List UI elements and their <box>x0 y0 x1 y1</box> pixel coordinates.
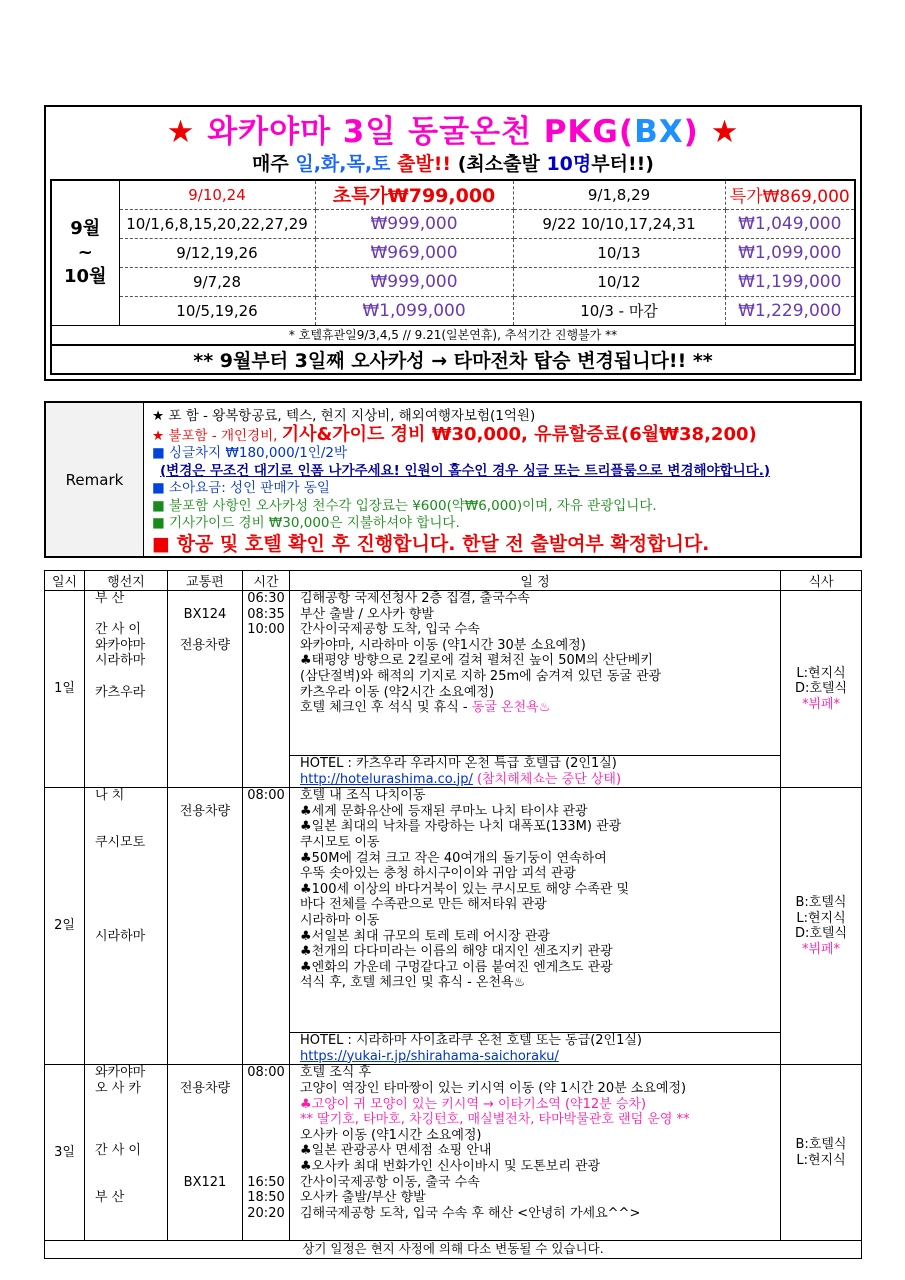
destination <box>95 669 167 685</box>
schedule-item: ♣일본 관광공사 면세점 쇼핑 안내 <box>300 1143 492 1159</box>
header-transport: 교통편 <box>168 571 243 591</box>
transport <box>168 1112 242 1128</box>
destination: 시라하마 <box>95 653 146 669</box>
destination: 간 사 이 <box>95 1143 141 1159</box>
meals-cell <box>781 788 862 1065</box>
departure-dates: 9/22 10/10,17,24,31 <box>513 209 725 238</box>
meal: *뷔페* <box>801 941 841 957</box>
transport: 전용차량 <box>179 1080 231 1096</box>
price-cell: 초특가₩799,000 <box>315 180 513 209</box>
time <box>243 1143 289 1159</box>
destination-cell <box>85 591 168 788</box>
transport <box>168 1159 242 1175</box>
destination: 카츠우라 <box>95 684 146 700</box>
schedule-item: 오사카 이동 (약1시간 소요예정) <box>300 1127 482 1143</box>
departure-dates: 10/1,6,8,15,20,22,27,29 <box>119 209 315 238</box>
transport: BX124 <box>183 606 227 622</box>
schedule-cell <box>290 1065 781 1241</box>
schedule-item: (삼단절벽)와 해적의 기지로 지하 25m에 숨겨져 있던 동굴 관광 <box>300 668 662 684</box>
hotel-note: (참치해체쇼는 중단 상태) <box>472 771 622 787</box>
meal: B:호텔식 <box>795 895 847 911</box>
time: 16:50 <box>247 1174 285 1190</box>
price-cell: ₩1,099,000 <box>315 296 513 325</box>
schedule-item: ♣엔화의 가운데 구멍같다고 이름 붙여진 엔게츠도 관광 <box>300 959 613 975</box>
time: 08:00 <box>247 788 285 804</box>
destination: 오 사 카 <box>95 1080 141 1096</box>
schedule-item: ♣일본 최대의 낙차를 자랑하는 나치 대폭포(133M) 관광 <box>300 819 622 835</box>
time <box>243 1112 289 1128</box>
price-row <box>51 209 855 238</box>
month-range: 9월 ~ 10월 <box>51 180 119 325</box>
meal: L:현지식 <box>796 1152 846 1168</box>
star-icon: ★ <box>710 114 740 150</box>
remark-label: Remark <box>46 403 144 556</box>
day-label: 1일 <box>45 591 85 788</box>
transport <box>168 622 242 638</box>
header-destination: 행선지 <box>85 571 168 591</box>
departure-info: 매주 일,화,목,토 출발!! (최소출발 10명부터!!) <box>252 153 654 175</box>
meal: *뷔페* <box>801 696 841 712</box>
schedule-item: ** 딸기호, 타마호, 차깅턴호, 매실별전차, 타마박물관호 랜덤 운영 ** <box>300 1112 690 1128</box>
single-note-line: (변경은 무조건 대기로 인폼 나가주세요! 인원이 홀수인 경우 싱글 또는 트리플룸으로 변경해야합니다.) <box>160 462 771 479</box>
destination <box>95 804 167 820</box>
price-row <box>51 180 855 209</box>
destination: 간 사 이 <box>95 622 141 638</box>
schedule-item: 고양이 역장인 타마짱이 있는 키시역 이동 (약 1시간 20분 소요예정) <box>300 1080 687 1096</box>
optional-fee-line: ■ 불포함 사항인 오사카성 천수각 입장료는 ¥600(약₩6,000)이며, 자유 관광입니다. <box>152 497 657 514</box>
child-fare-line: ■ 소아요금: 성인 판매가 동일 <box>152 480 330 496</box>
time: 08:00 <box>247 1065 285 1081</box>
destination: 와카야마 <box>95 1065 146 1081</box>
change-notice: ** 9월부터 3일째 오사카성 → 타마전차 탑승 변경됩니다!! ** <box>51 345 855 374</box>
hotel-link[interactable]: http://hotelurashima.co.jp/ <box>300 771 473 787</box>
schedule-item: ♣100세 이상의 바다거북이 있는 쿠시모토 해양 수족관 및 <box>300 881 630 897</box>
star-icon: ★ <box>166 114 196 150</box>
transport: 전용차량 <box>179 637 231 653</box>
price-note-row <box>51 325 855 345</box>
price-cell: 특가₩869,000 <box>725 180 855 209</box>
schedule-item: 김해국제공항 도착, 입국 수속 후 해산 <안녕히 가세요^^> <box>300 1205 641 1221</box>
package-header <box>44 105 862 381</box>
destination <box>95 866 167 882</box>
guide-fee-line: ■ 기사가이드 경비 ₩30,000은 지불하셔야 합니다. <box>152 515 460 531</box>
destination <box>95 1097 167 1113</box>
itinerary-table <box>44 570 862 1259</box>
change-notice-row <box>51 345 855 374</box>
destination-cell <box>85 788 168 1065</box>
time-cell <box>243 788 290 1065</box>
schedule-item: 쿠시모토 이동 <box>300 834 380 850</box>
price-cell: ₩999,000 <box>315 209 513 238</box>
departure-dates: 9/10,24 <box>119 180 315 209</box>
destination-cell <box>85 1065 168 1241</box>
time: 10:00 <box>247 622 285 638</box>
schedule-item: 김해공항 국제선청사 2층 집결, 출국수속 <box>300 591 530 606</box>
schedule-item: 오사카 출발/부산 향발 <box>300 1190 426 1206</box>
square-icon: ■ <box>152 532 170 555</box>
schedule-item: ♣천개의 다다미라는 이름의 해양 대지인 센조지키 관광 <box>300 944 613 960</box>
price-cell: ₩1,099,000 <box>725 238 855 267</box>
star-icon: ★ <box>152 427 165 444</box>
departure-dates: 9/12,19,26 <box>119 238 315 267</box>
remark-box <box>44 401 862 558</box>
meal: L:현지식 <box>796 910 846 926</box>
destination <box>95 1175 167 1191</box>
confirm-line: ■ 항공 및 호텔 확인 후 진행합니다. 한달 전 출발여부 확정합니다. <box>152 532 710 555</box>
price-cell: ₩999,000 <box>315 267 513 296</box>
destination <box>95 1112 167 1128</box>
transport <box>168 1097 242 1113</box>
departure-dates: 9/7,28 <box>119 267 315 296</box>
transport <box>168 591 242 607</box>
header-time: 시간 <box>243 571 290 591</box>
meal: D:호텔식 <box>794 681 848 697</box>
square-icon: ■ <box>152 480 165 496</box>
price-row <box>51 267 855 296</box>
schedule-item: 바다 전체를 수족관으로 만든 해저타워 관광 <box>300 897 547 913</box>
time <box>243 1128 289 1144</box>
time-cell <box>243 1065 290 1241</box>
time <box>243 1097 289 1113</box>
transport: 전용차량 <box>179 803 231 819</box>
schedule-item: ♣50M에 걸쳐 크고 작은 40여개의 돌기둥이 연속하여 <box>300 850 607 866</box>
schedule-item: 와카야마, 시라하마 이동 (약1시간 30분 소요예정) <box>300 637 586 653</box>
transport <box>168 1143 242 1159</box>
meal: L:현지식 <box>796 665 846 681</box>
destination <box>95 882 167 898</box>
time <box>243 1159 289 1175</box>
schedule-item: 석식 후, 호텔 체크인 및 휴식 - 온천욕♨ <box>300 975 526 991</box>
meals-cell <box>781 591 862 788</box>
schedule-item: ♣고양이 귀 모양이 있는 키시역 → 이타기소역 (약12분 승차) <box>300 1096 647 1112</box>
schedule-item: 카츠우라 이동 (약2시간 소요예정) <box>300 684 495 700</box>
hotel-name: HOTEL : 카츠우라 우라시마 온천 특급 호텔급 (2인1실) <box>300 756 617 771</box>
schedule-cell <box>290 788 781 1033</box>
destination: 와카야마 <box>95 637 146 653</box>
destination: 시라하마 <box>95 928 146 944</box>
square-icon: ■ <box>152 515 165 531</box>
day-row <box>45 591 862 756</box>
price-row <box>51 238 855 267</box>
destination: 부 산 <box>95 1190 125 1206</box>
square-icon: ■ <box>152 445 165 461</box>
destination <box>95 897 167 913</box>
schedule-cell <box>290 591 781 756</box>
price-cell: ₩1,229,000 <box>725 296 855 325</box>
meal: B:호텔식 <box>795 1137 847 1153</box>
destination <box>95 607 167 623</box>
price-cell: ₩1,199,000 <box>725 267 855 296</box>
destination <box>95 819 167 835</box>
day-row <box>45 788 862 1033</box>
schedule-item: 우뚝 솟아있는 충청 하시구이이와 귀암 괴석 관광 <box>300 866 576 882</box>
destination: 쿠시모토 <box>95 834 146 850</box>
destination: 나 치 <box>95 788 125 804</box>
schedule-item: 부산 출발 / 오사카 향발 <box>300 606 434 622</box>
header-meals: 식사 <box>781 571 862 591</box>
remark-body <box>144 403 860 556</box>
meals-cell <box>781 1065 862 1241</box>
time: 18:50 <box>247 1190 285 1206</box>
departure-dates: 10/13 <box>513 238 725 267</box>
schedule-item: ♣세계 문화유산에 등재된 쿠마노 나치 타이샤 관광 <box>300 803 588 819</box>
departure-dates: 10/3 - 마감 <box>513 296 725 325</box>
hotel-cell <box>290 756 781 788</box>
destination <box>95 1128 167 1144</box>
price-row <box>51 296 855 325</box>
departure-dates: 10/12 <box>513 267 725 296</box>
transport <box>168 1128 242 1144</box>
schedule-item: 시라하마 이동 <box>300 912 380 928</box>
destination <box>95 851 167 867</box>
day-label: 3일 <box>45 1065 85 1241</box>
transport <box>168 788 242 804</box>
day-label: 2일 <box>45 788 85 1065</box>
schedule-item: ♣태평양 방향으로 2킬로에 걸쳐 펼쳐진 높이 50M의 산단베키 <box>300 653 653 669</box>
header-schedule: 일 정 <box>290 571 781 591</box>
itinerary-footer-note: 상기 일정은 현지 사정에 의해 다소 변동될 수 있습니다. <box>45 1241 862 1259</box>
hotel-name: HOTEL : 시라하마 사이쵸라쿠 온천 호텔 또는 동급(2인1실) <box>300 1033 642 1049</box>
square-icon: ■ <box>152 497 165 514</box>
time <box>243 1081 289 1097</box>
hotel-cell <box>290 1033 781 1065</box>
document-page <box>44 105 862 1259</box>
destination <box>95 1159 167 1175</box>
single-charge-line: ■ 싱글차지 ₩180,000/1인/2박 <box>152 445 348 461</box>
transport-cell <box>168 591 243 788</box>
schedule-item: 호텔 조식 후 <box>300 1065 372 1081</box>
transport-cell <box>168 788 243 1065</box>
departure-dates: 9/1,8,29 <box>513 180 725 209</box>
schedule-item: ♣서일본 최대 규모의 토레 토레 어시장 관광 <box>300 928 550 944</box>
transport-cell <box>168 1065 243 1241</box>
time-cell <box>243 591 290 788</box>
transport: BX121 <box>183 1174 227 1190</box>
time: 08:35 <box>247 606 285 622</box>
time: 06:30 <box>247 591 285 606</box>
header-date: 일시 <box>45 571 85 591</box>
exclude-line: ★ 불포함 - 개인경비, 기사&가이드 경비 ₩30,000, 유류할증료(6월₩38,200) <box>152 423 757 445</box>
meal: D:호텔식 <box>794 926 848 942</box>
destination <box>95 913 167 929</box>
transport <box>168 1065 242 1081</box>
schedule-item: 호텔 내 조식 나치이동 <box>300 788 426 804</box>
schedule-item: 간사이국제공항 이동, 출국 수속 <box>300 1174 480 1190</box>
destination: 부 산 <box>95 591 125 606</box>
schedule-item: 호텔 체크인 후 석식 및 휴식 - 동굴 온천욕♨ <box>300 700 551 716</box>
page-title: ★ 와카야마 3일 동굴온천 PKG(BX) ★ <box>166 114 740 150</box>
price-note: * 호텔휴관일9/3,4,5 // 9.21(일본연휴), 추석기간 진행불가 ** <box>51 325 855 345</box>
price-cell: ₩1,049,000 <box>725 209 855 238</box>
time: 20:20 <box>247 1205 285 1221</box>
hotel-link[interactable]: https://yukai-r.jp/shirahama-saichoraku/ <box>300 1048 559 1064</box>
include-line: ★ 포 함 - 왕복항공료, 텍스, 현지 지상비, 해외여행자보험(1억원) <box>152 408 536 424</box>
price-table <box>50 179 856 375</box>
price-cell: ₩969,000 <box>315 238 513 267</box>
day-row <box>45 1065 862 1241</box>
departure-dates: 10/5,19,26 <box>119 296 315 325</box>
schedule-item: 간사이국제공항 도착, 입국 수속 <box>300 622 480 638</box>
schedule-item: ♣오사카 최대 번화가인 신사이바시 및 도톤보리 관광 <box>300 1158 601 1174</box>
